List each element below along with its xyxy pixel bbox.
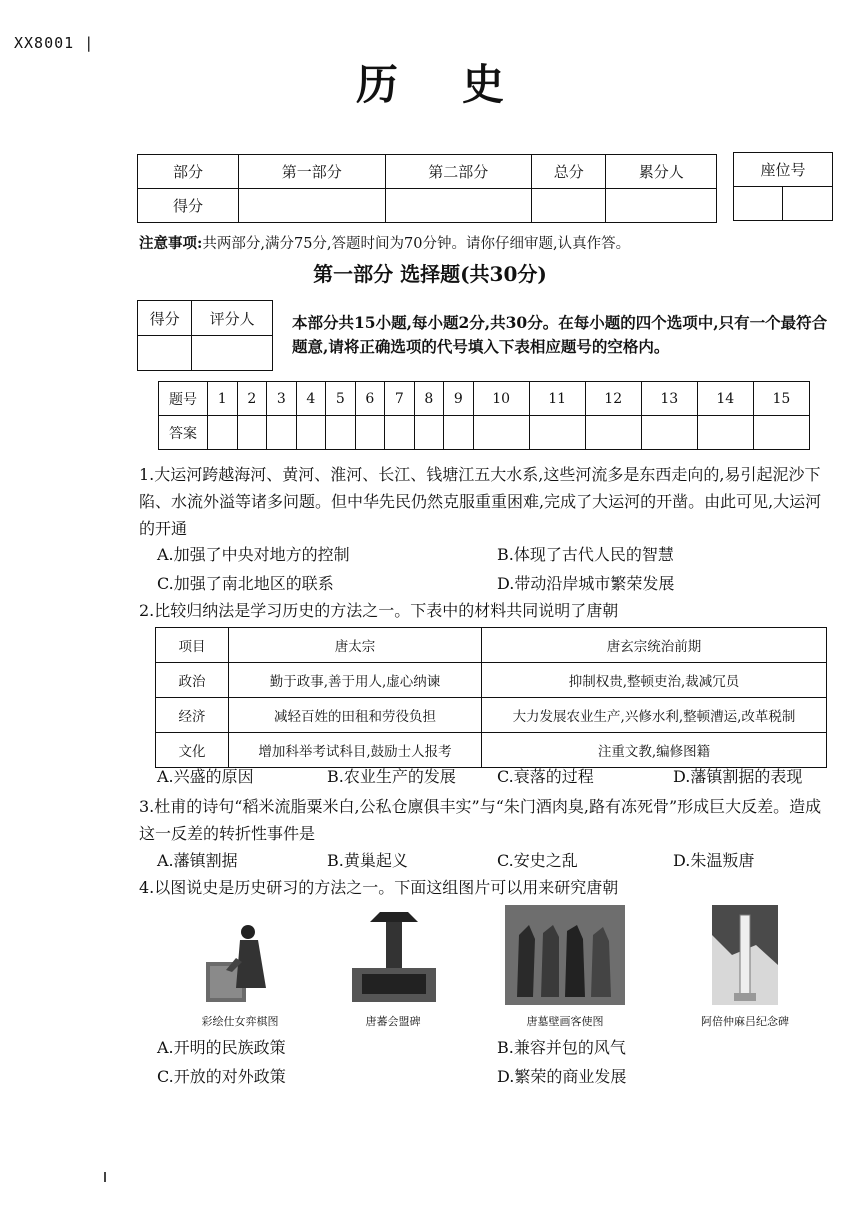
score-cell[interactable] [385,189,532,223]
grader-table [137,300,273,371]
mat-cell: 文化 [156,733,229,768]
question-2-option-d[interactable]: D.藩镇割据的表现 [673,767,803,786]
score-cell[interactable] [606,189,717,223]
grader-cell[interactable] [192,336,273,371]
answer-cell-14[interactable] [697,416,753,450]
answer-cell-8[interactable] [414,416,444,450]
question-1-option-c[interactable]: C.加强了南北地区的联系 [157,574,334,593]
question-number-4: 4 [296,382,326,416]
question-number-5: 5 [326,382,356,416]
caption-2: 唐蕃会盟碑 [365,1015,421,1028]
question-4-option-a[interactable]: A.开明的民族政策 [157,1038,286,1057]
picture-memorial [712,905,778,1005]
seat-label: 座位号 [734,153,833,187]
score-header: 部分 [138,155,239,189]
question-1-option-b[interactable]: B.体现了古代人民的智慧 [497,545,674,564]
seat-cell[interactable] [783,187,833,221]
question-1-option-a[interactable]: A.加强了中央对地方的控制 [157,545,350,564]
answer-cell-9[interactable] [444,416,474,450]
grader-score-label: 得分 [138,301,192,336]
question-3-option-b[interactable]: B.黄巢起义 [327,851,408,870]
question-2-option-c[interactable]: C.衰落的过程 [497,767,594,786]
picture-mural [505,905,625,1005]
answer-cell-1[interactable] [208,416,238,450]
mat-cell: 抑制权贵,整顿吏治,裁减冗员 [482,663,827,698]
answer-cell-5[interactable] [326,416,356,450]
score-table [137,154,717,223]
section-intro: 本部分共15小题,每小题2分,共30分。在每小题的四个选项中,只有一个最符合题意,请将正确选项的代号填入下表相应题号的空格内。 [292,313,828,356]
answer-cell-4[interactable] [296,416,326,450]
notice-label: 注意事项: [139,235,203,252]
score-header: 总分 [532,155,606,189]
mat-header: 唐玄宗统治前期 [482,628,827,663]
mat-cell: 大力发展农业生产,兴修水利,整顿漕运,改革税制 [482,698,827,733]
answer-cell-2[interactable] [237,416,267,450]
notice-text: 共两部分,满分75分,答题时间为70分钟。请你仔细审题,认真作答。 [202,236,631,252]
score-header: 累分人 [606,155,717,189]
margin-mark [104,1172,106,1182]
question-4-option-c[interactable]: C.开放的对外政策 [157,1067,286,1086]
answer-cell-10[interactable] [473,416,529,450]
question-number-15: 15 [753,382,809,416]
picture-stele [350,910,438,1006]
question-1-stem: 1.大运河跨越海河、黄河、淮河、长江、钱塘江五大水系,这些河流多是东西走向的,易引起泥沙下陷、水流外溢等诸多问题。但中华先民仍然克服重重困难,完成了大运河的开凿。由此可见,大运河的开通 [139,465,822,538]
question-1-option-d[interactable]: D.带动沿岸城市繁荣发展 [497,574,675,593]
mat-cell: 经济 [156,698,229,733]
answer-cell-13[interactable] [641,416,697,450]
question-number-6: 6 [355,382,385,416]
answer-cell-12[interactable] [585,416,641,450]
section-title: 第一部分 选择题(共30分) [313,262,547,286]
question-number-9: 9 [444,382,474,416]
question-3-option-a[interactable]: A.藩镇割据 [157,851,238,870]
question-number-14: 14 [697,382,753,416]
mat-cell: 减轻百姓的田租和劳役负担 [229,698,482,733]
mat-cell: 勤于政事,善于用人,虚心纳谏 [229,663,482,698]
seat-box [733,152,833,221]
seat-cell[interactable] [734,187,783,221]
answer-cell-7[interactable] [385,416,415,450]
answer-row-label: 答案 [159,416,208,450]
question-4-stem: 4.以图说史是历史研习的方法之一。下面这组图片可以用来研究唐朝 [139,878,619,897]
picture-go-game [200,918,278,1006]
question-2-option-a[interactable]: A.兴盛的原因 [157,767,254,786]
mat-cell: 政治 [156,663,229,698]
mat-cell: 增加科举考试科目,鼓励士人报考 [229,733,482,768]
mat-header: 项目 [156,628,229,663]
question-4-option-b[interactable]: B.兼容并包的风气 [497,1038,626,1057]
answer-cell-6[interactable] [355,416,385,450]
score-header: 第二部分 [385,155,532,189]
question-2-option-b[interactable]: B.农业生产的发展 [327,767,456,786]
question-number-11: 11 [529,382,585,416]
answer-table [158,381,810,450]
caption-1: 彩绘仕女弈棋图 [201,1015,279,1028]
question-number-1: 1 [208,382,238,416]
question-2-table [155,627,827,768]
notice [139,232,630,253]
question-number-2: 2 [237,382,267,416]
answer-row-label: 题号 [159,382,208,416]
question-3-option-d[interactable]: D.朱温叛唐 [673,851,755,870]
question-number-10: 10 [473,382,529,416]
question-number-13: 13 [641,382,697,416]
score-header: 第一部分 [239,155,386,189]
question-3-stem: 3.杜甫的诗句“稻米流脂粟米白,公私仓廪俱丰实”与“朱门酒肉臭,路有冻死骨”形成巨大反差。造成这一反差的转折性事件是 [139,797,822,843]
question-number-12: 12 [585,382,641,416]
question-2-stem: 2.比较归纳法是学习历史的方法之一。下表中的材料共同说明了唐朝 [139,601,619,620]
answer-cell-3[interactable] [267,416,297,450]
caption-4: 阿倍仲麻吕纪念碑 [701,1015,789,1028]
answer-cell-11[interactable] [529,416,585,450]
exam-code: XX8001 | [14,34,95,52]
question-number-8: 8 [414,382,444,416]
question-4-option-d[interactable]: D.繁荣的商业发展 [497,1067,627,1086]
mat-cell: 注重文教,编修图籍 [482,733,827,768]
mat-header: 唐太宗 [229,628,482,663]
answer-cell-15[interactable] [753,416,809,450]
question-number-3: 3 [267,382,297,416]
caption-3: 唐墓壁画客使图 [526,1015,604,1028]
score-cell[interactable] [239,189,386,223]
grader-label: 评分人 [192,301,273,336]
score-cell[interactable] [532,189,606,223]
page-title: 历史 [355,60,568,109]
question-3-option-c[interactable]: C.安史之乱 [497,851,578,870]
question-number-7: 7 [385,382,415,416]
score-row-label: 得分 [138,189,239,223]
grader-cell[interactable] [138,336,192,371]
